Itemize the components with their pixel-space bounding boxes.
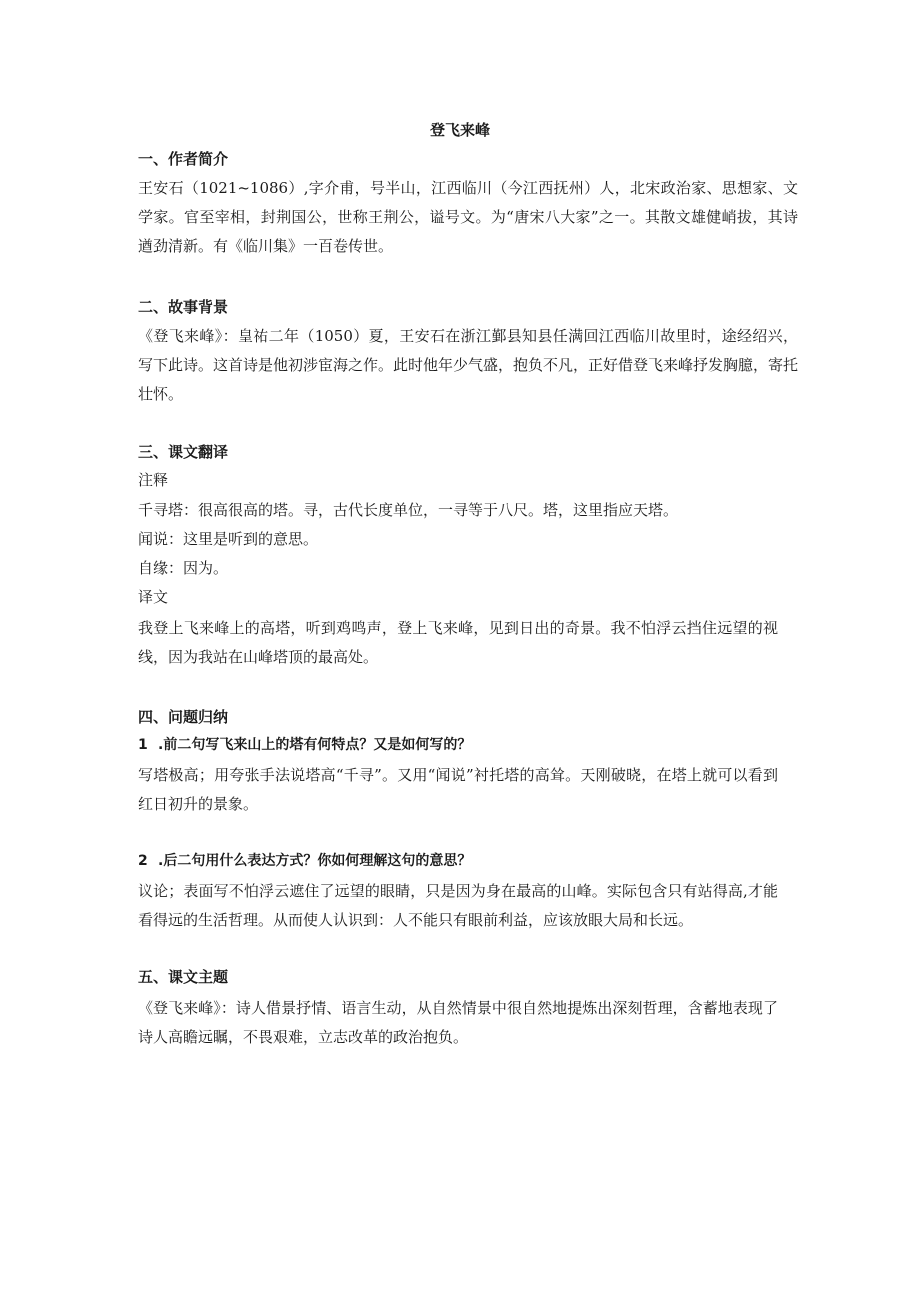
question-number: 1 xyxy=(138,737,148,753)
answer-2: 议论；表面写不怕浮云遮住了远望的眼睛，只是因为身在最高的山峰。实际包含只有站得高,才能看得远的生活哲理。从而使人认识到：人不能只有眼前利益，应该放眼大局和长远。 xyxy=(138,882,778,929)
section-heading-translation: 三、课文翻译 xyxy=(138,443,229,461)
note-item: 千寻塔：很高很高的塔。寻，古代长度单位，一寻等于八尺。塔，这里指应天塔。 xyxy=(138,501,679,519)
section-heading-questions: 四、问题归纳 xyxy=(138,708,229,726)
document-title: 登飞来峰 xyxy=(429,121,490,139)
question-2 xyxy=(138,850,471,872)
question-text: .前二句写飞来山上的塔有何特点？又是如何写的？ xyxy=(158,737,472,753)
theme-text: 《登飞来峰》：诗人借景抒情、语言生动，从自然情景中很自然地提炼出深刻哲理，含蓄地表现了诗人高瞻远瞩，不畏艰难，立志改革的政治抱负。 xyxy=(138,999,778,1046)
answer-1: 写塔极高；用夸张手法说塔高“千寻”。又用“闻说”衬托塔的高耸。天刚破晓，在塔上就可以看到红日初升的景象。 xyxy=(138,766,778,813)
question-number: 2 xyxy=(138,853,148,869)
section-heading-author: 一、作者简介 xyxy=(138,150,229,168)
note-item: 闻说：这里是听到的意思。 xyxy=(138,530,319,548)
question-1 xyxy=(138,734,471,756)
translation-label: 译文 xyxy=(138,588,169,606)
section-heading-background: 二、故事背景 xyxy=(138,298,229,316)
section-heading-theme: 五、课文主题 xyxy=(138,968,229,986)
note-item: 自缘：因为。 xyxy=(138,559,229,577)
background-text: 《登飞来峰》：皇祐二年（1050）夏，王安石在浙江鄞县知县任满回江西临川故里时，途经绍兴，写下此诗。这首诗是他初涉宦海之作。此时他年少气盛，抱负不凡，正好借登飞来峰抒发胸臆，寄托壮怀。 xyxy=(138,327,799,403)
question-text: .后二句用什么表达方式？你如何理解这句的意思？ xyxy=(158,853,472,869)
notes-label: 注释 xyxy=(138,471,169,489)
translation-text: 我登上飞来峰上的高塔，听到鸡鸣声，登上飞来峰，见到日出的奇景。我不怕浮云挡住远望的视线，因为我站在山峰塔顶的最高处。 xyxy=(138,619,778,666)
author-intro-text: 王安石（1021~1086）,字介甫，号半山，江西临川（今江西抚州）人，北宋政治家、思想家、文学家。官至宰相，封荆国公，世称王荆公，谥号文。为“唐宋八大家”之一。其散文雄健峭拔，其诗遒劲清新。有《临川集》一百卷传世。 xyxy=(138,179,798,255)
